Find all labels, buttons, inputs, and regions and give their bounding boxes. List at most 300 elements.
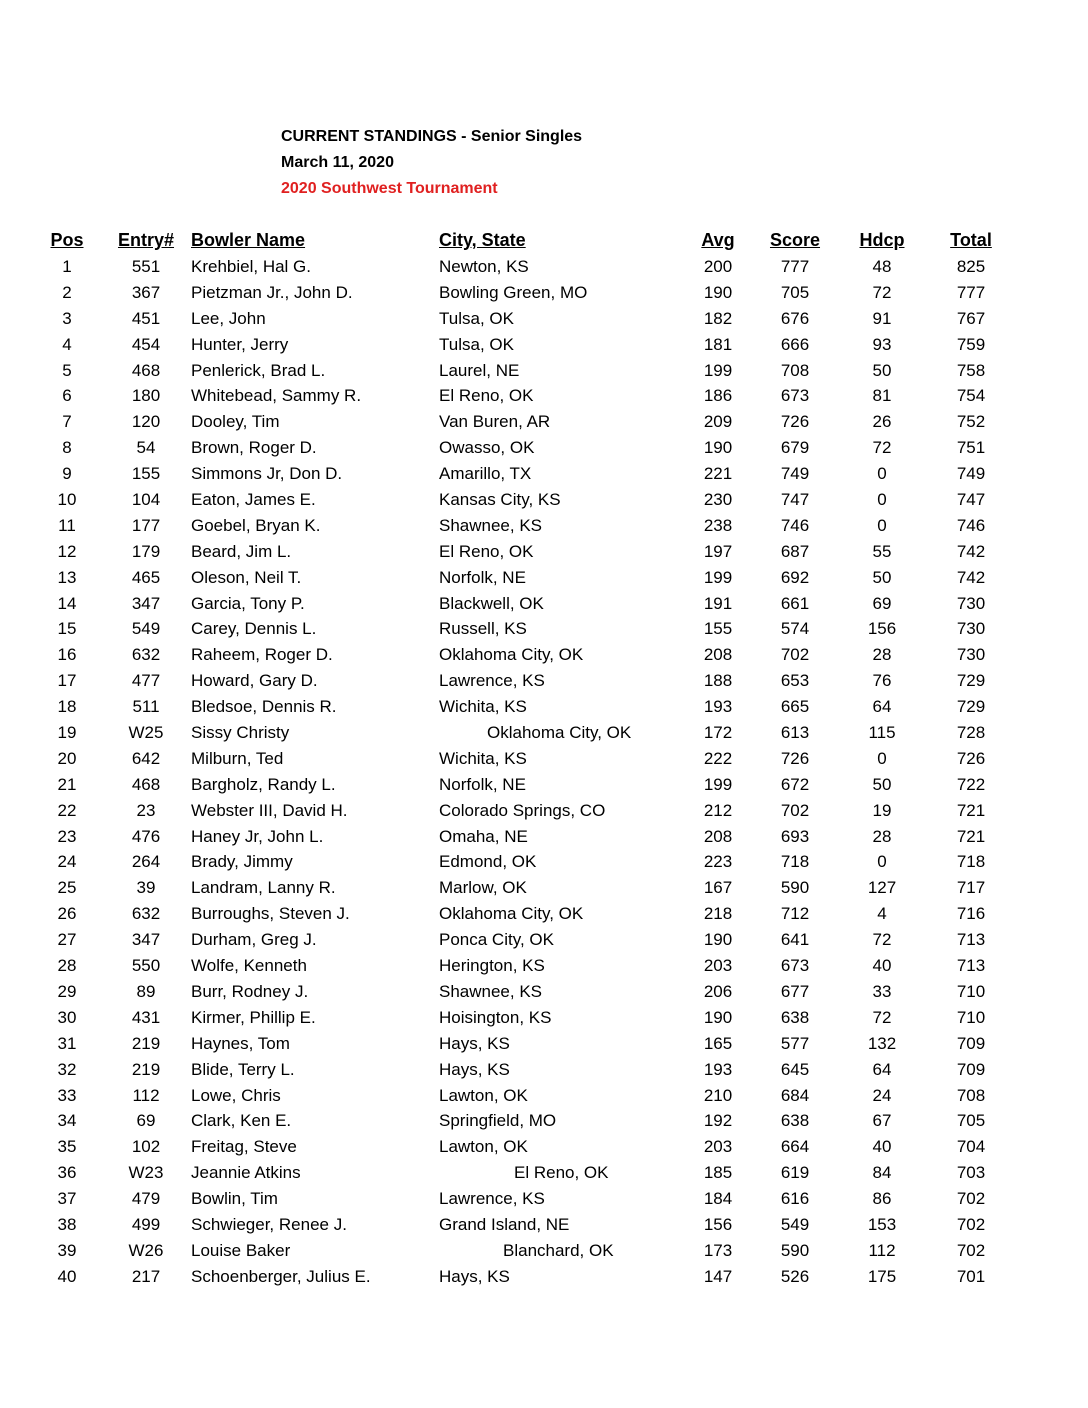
cell-name: Goebel, Bryan K.: [191, 515, 321, 535]
cell-pos: 28: [57, 956, 77, 976]
cell-hdcp: 115: [868, 723, 896, 743]
cell-total: 709: [956, 1059, 986, 1079]
cell-score: 692: [780, 567, 810, 587]
cell-name: Hunter, Jerry: [191, 334, 289, 354]
table-row: [0, 1057, 1088, 1083]
cell-hdcp: 55: [872, 541, 892, 561]
cell-pos: 37: [57, 1189, 77, 1209]
cell-city: Colorado Springs, CO: [439, 800, 606, 820]
cell-city: Ponca City, OK: [439, 930, 554, 950]
cell-city: El Reno, OK: [514, 1163, 609, 1183]
cell-entry: 54: [136, 438, 156, 458]
cell-city: Norfolk, NE: [439, 774, 526, 794]
cell-city: Springfield, MO: [439, 1111, 557, 1131]
cell-name: Burr, Rodney J.: [191, 981, 309, 1001]
cell-city: Wichita, KS: [439, 697, 527, 717]
cell-city: Shawnee, KS: [439, 981, 543, 1001]
cell-pos: 8: [62, 438, 72, 458]
cell-entry: 120: [131, 412, 161, 432]
cell-name: Pietzman Jr., John D.: [191, 282, 353, 302]
cell-total: 705: [956, 1111, 986, 1131]
cell-entry: 155: [131, 464, 161, 484]
cell-pos: 2: [62, 282, 72, 302]
cell-score: 673: [780, 956, 810, 976]
cell-city: Marlow, OK: [439, 878, 527, 898]
cell-pos: 16: [57, 645, 77, 665]
cell-name: Clark, Ken E.: [191, 1111, 292, 1131]
table-row: [0, 332, 1088, 358]
cell-name: Carey, Dennis L.: [191, 619, 317, 639]
table-row: [0, 306, 1088, 332]
table-row: [0, 694, 1088, 720]
col-header-avg: Avg: [701, 230, 735, 250]
table-row: [0, 565, 1088, 591]
cell-entry: 431: [131, 1007, 161, 1027]
cell-hdcp: 112: [868, 1240, 896, 1260]
cell-name: Jeannie Atkins: [191, 1163, 301, 1183]
cell-hdcp: 19: [872, 800, 892, 820]
cell-hdcp: 69: [872, 593, 892, 613]
cell-city: Blackwell, OK: [439, 593, 544, 613]
cell-avg: 190: [703, 438, 733, 458]
cell-entry: 367: [131, 282, 161, 302]
cell-total: 825: [956, 257, 986, 276]
cell-name: Sissy Christy: [191, 723, 290, 743]
cell-hdcp: 93: [872, 334, 892, 354]
cell-entry: 179: [131, 541, 161, 561]
cell-pos: 23: [57, 826, 77, 846]
cell-score: 661: [780, 593, 810, 613]
cell-hdcp: 0: [877, 852, 887, 872]
cell-score: 777: [780, 257, 810, 276]
cell-hdcp: 72: [872, 438, 892, 458]
cell-total: 717: [956, 878, 986, 898]
cell-total: 752: [956, 412, 986, 432]
cell-city: Hays, KS: [439, 1033, 510, 1053]
table-row: [0, 798, 1088, 824]
cell-score: 673: [780, 386, 810, 406]
cell-pos: 36: [57, 1163, 77, 1183]
cell-name: Brady, Jimmy: [191, 852, 293, 872]
cell-hdcp: 156: [867, 619, 897, 639]
table-row: [0, 927, 1088, 953]
cell-avg: 186: [703, 386, 733, 406]
cell-hdcp: 72: [872, 282, 892, 302]
cell-hdcp: 28: [872, 826, 892, 846]
report-date: March 11, 2020: [281, 154, 394, 171]
cell-score: 616: [780, 1189, 810, 1209]
cell-total: 754: [956, 386, 986, 406]
cell-avg: 209: [703, 412, 733, 432]
cell-hdcp: 48: [872, 257, 892, 276]
cell-hdcp: 81: [872, 386, 892, 406]
cell-total: 716: [956, 904, 986, 924]
cell-hdcp: 0: [877, 515, 887, 535]
cell-total: 746: [956, 515, 986, 535]
cell-entry: 468: [131, 360, 161, 380]
cell-score: 619: [780, 1163, 810, 1183]
cell-avg: 203: [703, 1137, 733, 1157]
cell-entry: 476: [131, 826, 161, 846]
cell-total: 704: [956, 1137, 986, 1157]
cell-score: 679: [780, 438, 810, 458]
cell-city: Lawrence, KS: [439, 671, 545, 691]
table-row: [0, 435, 1088, 461]
cell-city: Blanchard, OK: [503, 1240, 614, 1260]
cell-pos: 12: [57, 541, 77, 561]
cell-name: Brown, Roger D.: [191, 438, 317, 458]
cell-city: Tulsa, OK: [439, 308, 514, 328]
cell-entry: 550: [131, 956, 161, 976]
cell-hdcp: 24: [872, 1085, 892, 1105]
cell-total: 701: [956, 1266, 986, 1286]
cell-avg: 184: [703, 1189, 733, 1209]
cell-city: Wichita, KS: [439, 748, 527, 768]
cell-entry: 69: [136, 1111, 156, 1131]
cell-entry: W23: [128, 1163, 164, 1183]
cell-city: Amarillo, TX: [439, 464, 532, 484]
cell-entry: W26: [128, 1240, 164, 1260]
cell-hdcp: 86: [872, 1189, 892, 1209]
cell-hdcp: 132: [867, 1033, 897, 1053]
cell-avg: 156: [703, 1214, 733, 1234]
cell-entry: 468: [131, 774, 161, 794]
cell-pos: 19: [57, 723, 77, 743]
cell-avg: 191: [703, 593, 733, 613]
event-name: 2020 Southwest Tournament: [281, 180, 498, 197]
table-row: [0, 1212, 1088, 1238]
cell-score: 645: [780, 1059, 810, 1079]
cell-hdcp: 127: [867, 878, 897, 898]
cell-city: Herington, KS: [439, 956, 545, 976]
table-row: [0, 953, 1088, 979]
cell-city: Norfolk, NE: [439, 567, 526, 587]
cell-score: 664: [780, 1137, 810, 1157]
cell-avg: 190: [703, 930, 733, 950]
cell-score: 677: [780, 981, 810, 1001]
cell-total: 713: [956, 930, 986, 950]
table-row: [0, 487, 1088, 513]
cell-city: Russell, KS: [439, 619, 527, 639]
cell-name: Whitebead, Sammy R.: [191, 386, 362, 406]
cell-score: 708: [780, 360, 810, 380]
table-row: [0, 642, 1088, 668]
cell-entry: 511: [132, 697, 160, 717]
cell-avg: 185: [703, 1163, 733, 1183]
cell-name: Dooley, Tim: [191, 412, 280, 432]
cell-hdcp: 72: [872, 1007, 892, 1027]
col-header-name: Bowler Name: [191, 230, 306, 250]
cell-total: 726: [956, 748, 986, 768]
cell-pos: 5: [62, 360, 72, 380]
cell-total: 767: [956, 308, 986, 328]
cell-hdcp: 4: [877, 904, 887, 924]
cell-hdcp: 40: [872, 956, 892, 976]
cell-score: 665: [780, 697, 810, 717]
cell-city: Kansas City, KS: [439, 490, 561, 510]
cell-hdcp: 40: [872, 1137, 892, 1157]
cell-total: 747: [956, 490, 986, 510]
cell-score: 747: [780, 490, 810, 510]
cell-total: 729: [956, 671, 986, 691]
table-header-row: [0, 228, 1088, 254]
cell-avg: 230: [703, 490, 733, 510]
table-row: [0, 358, 1088, 384]
cell-entry: 632: [131, 904, 161, 924]
cell-score: 613: [780, 723, 810, 743]
cell-avg: 188: [703, 671, 733, 691]
cell-score: 653: [780, 671, 810, 691]
cell-score: 702: [780, 800, 810, 820]
cell-hdcp: 50: [872, 774, 892, 794]
cell-avg: 218: [703, 904, 733, 924]
cell-pos: 11: [58, 515, 76, 535]
cell-pos: 40: [57, 1266, 77, 1286]
cell-total: 702: [956, 1240, 986, 1260]
cell-score: 746: [780, 515, 810, 535]
cell-entry: 632: [131, 645, 161, 665]
cell-name: Garcia, Tony P.: [191, 593, 305, 613]
cell-avg: 173: [703, 1240, 733, 1260]
cell-city: Oklahoma City, OK: [487, 723, 632, 743]
cell-name: Bledsoe, Dennis R.: [191, 697, 337, 717]
cell-pos: 21: [57, 774, 77, 794]
cell-pos: 24: [57, 852, 77, 872]
cell-entry: 89: [136, 981, 156, 1001]
cell-hdcp: 76: [872, 671, 892, 691]
cell-name: Schoenberger, Julius E.: [191, 1266, 371, 1286]
table-row: [0, 746, 1088, 772]
cell-name: Bowlin, Tim: [191, 1189, 278, 1209]
cell-entry: 642: [131, 748, 161, 768]
cell-pos: 29: [57, 981, 77, 1001]
table-row: [0, 1186, 1088, 1212]
cell-name: Freitag, Steve: [191, 1137, 297, 1157]
table-row: [0, 901, 1088, 927]
cell-avg: 147: [703, 1266, 733, 1286]
cell-pos: 31: [57, 1033, 77, 1053]
standings-table: [0, 228, 1088, 1290]
table-row: [0, 1108, 1088, 1134]
cell-hdcp: 0: [877, 748, 887, 768]
cell-entry: 39: [136, 878, 156, 898]
cell-avg: 193: [703, 1059, 733, 1079]
cell-score: 574: [780, 619, 810, 639]
cell-avg: 192: [703, 1111, 733, 1131]
cell-entry: 217: [131, 1266, 161, 1286]
cell-pos: 7: [62, 412, 72, 432]
cell-city: Van Buren, AR: [439, 412, 551, 432]
cell-name: Oleson, Neil T.: [191, 567, 302, 587]
cell-pos: 20: [57, 748, 77, 768]
cell-entry: 347: [131, 930, 161, 950]
cell-total: 749: [956, 464, 986, 484]
col-header-total: Total: [950, 230, 992, 250]
cell-score: 693: [780, 826, 810, 846]
cell-pos: 27: [57, 930, 77, 950]
cell-pos: 38: [57, 1214, 77, 1234]
cell-entry: 104: [131, 490, 161, 510]
cell-total: 721: [956, 800, 986, 820]
table-row: [0, 280, 1088, 306]
cell-pos: 17: [57, 671, 77, 691]
cell-score: 705: [780, 282, 810, 302]
table-row: [0, 875, 1088, 901]
cell-total: 722: [956, 774, 986, 794]
table-row: [0, 1083, 1088, 1109]
cell-total: 742: [956, 541, 986, 561]
cell-entry: 180: [131, 386, 161, 406]
cell-pos: 1: [62, 257, 72, 276]
cell-city: Grand Island, NE: [439, 1214, 570, 1234]
cell-name: Louise Baker: [191, 1240, 291, 1260]
cell-pos: 33: [57, 1085, 77, 1105]
cell-name: Webster III, David H.: [191, 800, 348, 820]
cell-avg: 222: [703, 748, 733, 768]
cell-total: 709: [956, 1033, 986, 1053]
cell-hdcp: 28: [872, 645, 892, 665]
table-row: [0, 668, 1088, 694]
cell-avg: 208: [703, 645, 733, 665]
cell-avg: 203: [703, 956, 733, 976]
cell-pos: 25: [57, 878, 77, 898]
cell-score: 666: [780, 334, 810, 354]
cell-total: 751: [956, 438, 986, 458]
cell-city: Hoisington, KS: [439, 1007, 552, 1027]
cell-hdcp: 84: [872, 1163, 892, 1183]
cell-entry: 219: [131, 1059, 161, 1079]
cell-name: Krehbiel, Hal G.: [191, 257, 311, 276]
cell-pos: 4: [62, 334, 72, 354]
cell-pos: 32: [57, 1059, 77, 1079]
cell-total: 759: [956, 334, 986, 354]
cell-total: 710: [956, 1007, 986, 1027]
cell-name: Howard, Gary D.: [191, 671, 318, 691]
cell-total: 702: [956, 1214, 986, 1234]
cell-total: 729: [956, 697, 986, 717]
cell-total: 721: [956, 826, 986, 846]
table-row: [0, 254, 1088, 280]
cell-city: Newton, KS: [439, 257, 529, 276]
cell-pos: 18: [57, 697, 77, 717]
cell-name: Blide, Terry L.: [191, 1059, 295, 1079]
table-body: [0, 254, 1088, 1290]
cell-hdcp: 91: [872, 308, 892, 328]
cell-name: Haynes, Tom: [191, 1033, 290, 1053]
cell-total: 702: [956, 1189, 986, 1209]
cell-name: Burroughs, Steven J.: [191, 904, 350, 924]
cell-score: 590: [780, 878, 810, 898]
cell-avg: 182: [703, 308, 733, 328]
cell-score: 638: [780, 1111, 810, 1131]
cell-pos: 35: [57, 1137, 77, 1157]
cell-score: 638: [780, 1007, 810, 1027]
cell-city: El Reno, OK: [439, 541, 534, 561]
cell-score: 749: [780, 464, 810, 484]
cell-score: 702: [780, 645, 810, 665]
cell-avg: 155: [703, 619, 733, 639]
cell-avg: 199: [703, 360, 733, 380]
cell-city: Bowling Green, MO: [439, 282, 588, 302]
cell-score: 590: [780, 1240, 810, 1260]
cell-entry: 264: [131, 852, 161, 872]
col-header-score: Score: [769, 230, 821, 250]
cell-total: 777: [956, 282, 986, 302]
cell-name: Bargholz, Randy L.: [191, 774, 336, 794]
cell-avg: 190: [703, 282, 733, 302]
cell-hdcp: 64: [872, 1059, 892, 1079]
cell-name: Landram, Lanny R.: [191, 878, 336, 898]
cell-hdcp: 26: [872, 412, 892, 432]
cell-score: 726: [780, 412, 810, 432]
cell-hdcp: 67: [872, 1111, 892, 1131]
cell-city: Omaha, NE: [439, 826, 528, 846]
cell-entry: 499: [131, 1214, 161, 1234]
cell-score: 687: [780, 541, 810, 561]
cell-entry: 177: [131, 515, 161, 535]
cell-name: Milburn, Ted: [191, 748, 284, 768]
cell-entry: 219: [131, 1033, 161, 1053]
cell-avg: 210: [703, 1085, 733, 1105]
cell-entry: 112: [132, 1085, 160, 1105]
cell-avg: 172: [703, 723, 733, 743]
cell-name: Eaton, James E.: [191, 490, 316, 510]
cell-total: 758: [956, 360, 986, 380]
cell-entry: 465: [131, 567, 161, 587]
cell-avg: 167: [703, 878, 733, 898]
cell-pos: 3: [62, 308, 72, 328]
cell-avg: 197: [703, 541, 733, 561]
document-header: [281, 124, 582, 202]
table-row: [0, 409, 1088, 435]
table-row: [0, 720, 1088, 746]
cell-avg: 199: [703, 774, 733, 794]
cell-total: 718: [956, 852, 986, 872]
cell-city: Laurel, NE: [439, 360, 520, 380]
col-header-entry: Entry#: [117, 230, 175, 250]
cell-entry: 549: [131, 619, 161, 639]
col-header-pos: Pos: [50, 230, 84, 250]
cell-score: 712: [780, 904, 810, 924]
cell-pos: 9: [62, 464, 72, 484]
cell-total: 730: [956, 645, 986, 665]
cell-pos: 34: [57, 1111, 77, 1131]
cell-city: Hays, KS: [439, 1059, 510, 1079]
cell-avg: 208: [703, 826, 733, 846]
cell-avg: 165: [703, 1033, 733, 1053]
cell-city: Lawton, OK: [439, 1137, 528, 1157]
cell-hdcp: 72: [872, 930, 892, 950]
table-row: [0, 461, 1088, 487]
cell-name: Simmons Jr, Don D.: [191, 464, 343, 484]
cell-name: Lowe, Chris: [191, 1085, 281, 1105]
table-row: [0, 591, 1088, 617]
cell-avg: 206: [703, 981, 733, 1001]
table-row: [0, 772, 1088, 798]
cell-hdcp: 50: [872, 567, 892, 587]
cell-score: 641: [780, 930, 810, 950]
cell-name: Kirmer, Phillip E.: [191, 1007, 316, 1027]
cell-total: 742: [956, 567, 986, 587]
cell-city: Shawnee, KS: [439, 515, 543, 535]
cell-avg: 212: [703, 800, 733, 820]
cell-entry: 102: [131, 1137, 161, 1157]
cell-pos: 26: [57, 904, 77, 924]
table-row: [0, 1134, 1088, 1160]
cell-name: Haney Jr, John L.: [191, 826, 324, 846]
cell-avg: 181: [703, 334, 733, 354]
col-header-hdcp: Hdcp: [859, 230, 905, 250]
